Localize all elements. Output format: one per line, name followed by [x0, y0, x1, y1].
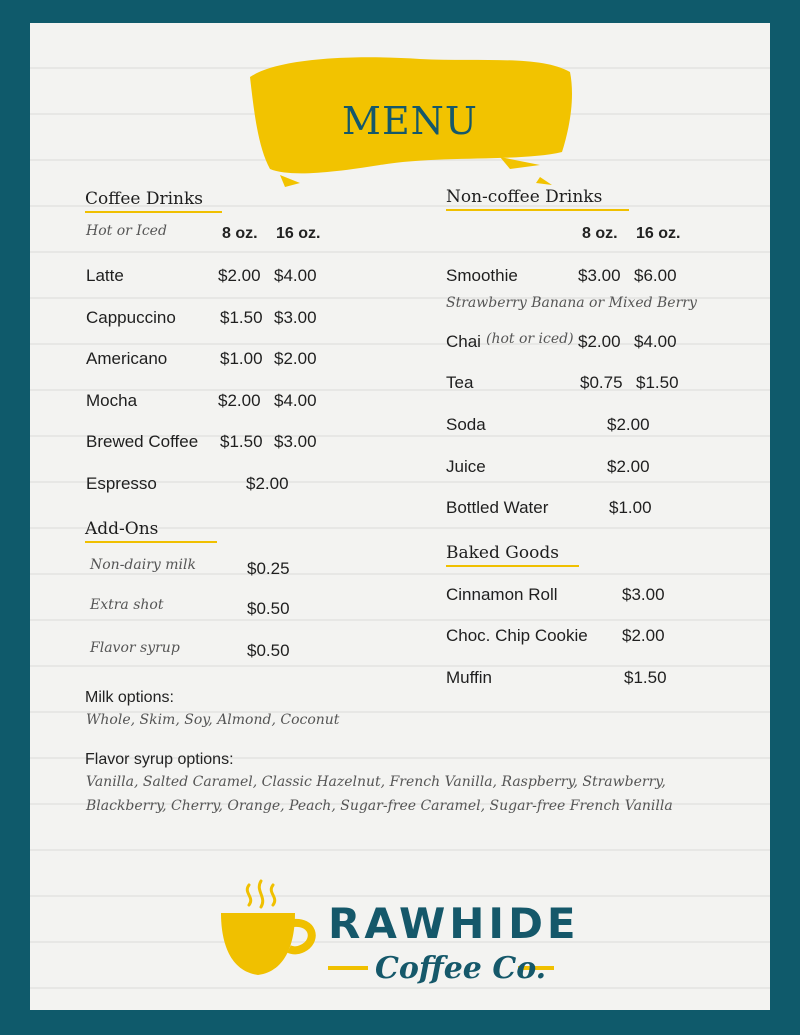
addon-name: Non-dairy milk [90, 557, 196, 573]
menu-item-price-16oz: $6.00 [634, 266, 677, 285]
noncoffee-size-8oz: 8 oz. [582, 225, 618, 242]
menu-item-name: Americano [86, 349, 168, 368]
menu-item-name: Espresso [86, 474, 157, 493]
addons-heading: Add-Ons [85, 519, 159, 539]
menu-item-price-8oz: $2.00 [218, 266, 261, 285]
menu-item-name: Latte [86, 266, 124, 285]
coffee-size-8oz: 8 oz. [222, 225, 258, 242]
coffee-cup-icon [213, 875, 323, 985]
brand-name: RAWHIDE [328, 899, 580, 948]
menu-item-name: Brewed Coffee [86, 432, 199, 451]
menu-item-name: Juice [446, 457, 486, 476]
coffee-drinks-heading: Coffee Drinks [85, 189, 204, 209]
chai-note: (hot or iced) [486, 331, 574, 347]
addon-price: $0.25 [247, 559, 290, 578]
menu-item-name: Soda [446, 415, 486, 434]
brand-rule-left [328, 966, 368, 970]
menu-item-price-8oz: $1.00 [220, 349, 263, 368]
addon-price: $0.50 [247, 599, 290, 618]
menu-item-name: Bottled Water [446, 498, 549, 517]
smoothie-flavors: Strawberry Banana or Mixed Berry [446, 295, 697, 311]
menu-item-price-16oz: $4.00 [634, 332, 677, 351]
addon-price: $0.50 [247, 641, 290, 660]
menu-item-price-16oz: $1.50 [636, 373, 679, 392]
menu-item-price: $3.00 [622, 585, 665, 604]
baked-heading-underline [446, 565, 579, 567]
coffee-heading-underline [85, 211, 222, 213]
coffee-size-16oz: 16 oz. [276, 225, 321, 242]
menu-item-price-8oz: $2.00 [578, 332, 621, 351]
menu-item-price: $1.00 [609, 498, 652, 517]
milk-options-text: Whole, Skim, Soy, Almond, Coconut [86, 712, 340, 728]
menu-item-price-8oz: $2.00 [218, 391, 261, 410]
menu-item-price-8oz: $1.50 [220, 308, 263, 327]
syrup-options-label: Flavor syrup options: [85, 751, 234, 768]
menu-item-price: $2.00 [607, 457, 650, 476]
syrup-options-line1: Vanilla, Salted Caramel, Classic Hazelnut, French Vanilla, Raspberry, Strawberry, [86, 774, 666, 790]
menu-item-price: $1.50 [624, 668, 667, 687]
coffee-note: Hot or Iced [86, 223, 167, 239]
menu-item-name: Smoothie [446, 266, 518, 285]
menu-item-name: Cinnamon Roll [446, 585, 558, 604]
noncoffee-heading-underline [446, 209, 629, 211]
menu-item-name: Choc. Chip Cookie [446, 626, 588, 645]
brand-subtitle: Coffee Co. [375, 951, 547, 986]
noncoffee-size-16oz: 16 oz. [636, 225, 681, 242]
menu-item-price: $2.00 [246, 474, 289, 493]
addons-heading-underline [85, 541, 217, 543]
menu-item-price-16oz: $4.00 [274, 391, 317, 410]
menu-item-price-16oz: $2.00 [274, 349, 317, 368]
menu-item-price-8oz: $1.50 [220, 432, 263, 451]
menu-item-name: Mocha [86, 391, 138, 410]
menu-item-price-8oz: $3.00 [578, 266, 621, 285]
menu-paper [30, 23, 770, 1010]
menu-item-name: Tea [446, 373, 474, 392]
menu-item-name: Muffin [446, 668, 492, 687]
addon-name: Extra shot [90, 597, 164, 613]
baked-goods-heading: Baked Goods [446, 543, 559, 563]
menu-item-name: Chai [446, 332, 481, 351]
menu-item-price-16oz: $3.00 [274, 432, 317, 451]
milk-options-label: Milk options: [85, 689, 174, 706]
menu-item-price-8oz: $0.75 [580, 373, 623, 392]
menu-item-name: Cappuccino [86, 308, 176, 327]
noncoffee-heading: Non-coffee Drinks [446, 187, 603, 207]
menu-item-price-16oz: $4.00 [274, 266, 317, 285]
menu-item-price: $2.00 [622, 626, 665, 645]
syrup-options-line2: Blackberry, Cherry, Orange, Peach, Sugar-free Caramel, Sugar-free French Vanilla [86, 798, 673, 814]
addon-name: Flavor syrup [90, 640, 180, 656]
menu-title: MENU [342, 99, 478, 143]
menu-item-price: $2.00 [607, 415, 650, 434]
menu-item-price-16oz: $3.00 [274, 308, 317, 327]
